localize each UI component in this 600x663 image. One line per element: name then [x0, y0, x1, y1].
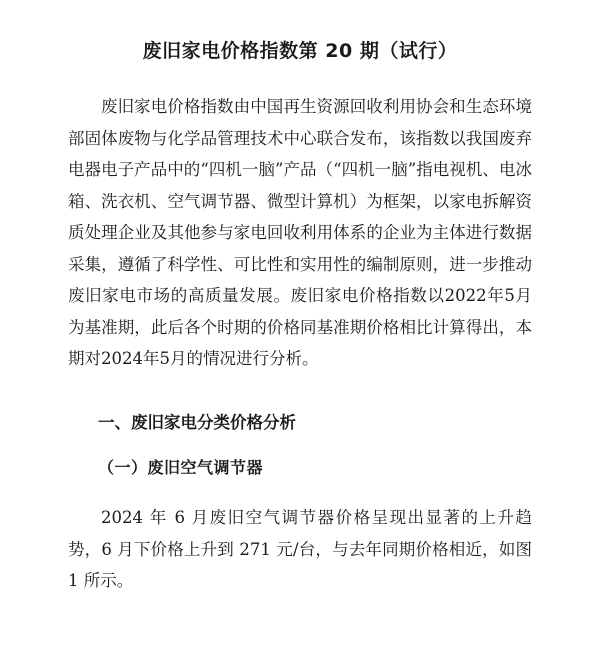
document-title: 废旧家电价格指数第 20 期（试行）	[142, 40, 458, 62]
section-heading: 一、废旧家电分类价格分析	[98, 413, 296, 432]
intro-paragraph: 废旧家电价格指数由中国再生资源回收利用协会和生态环境部固体废物与化学品管理技术中心联合发布，该指数以我国废弃电器电子产品中的“四机一脑”产品（“四机一脑”指电视机、电冰箱、洗衣机、空气调节器、微型计算机）为框架，以家电拆解资质处理企业及其他参与家电回收利用体系的企业为主体进行数据采集，遵循了科学性、可比性和实用性的编制原则，进一步推动废旧家电市场的高质量发展。废旧家电价格指数以2022年5月为基准期，此后各个时期的价格同基准期价格相比计算得出，本期对2024年5月的情况进行分析。	[68, 97, 532, 368]
subsection-heading: （一）废旧空气调节器	[98, 458, 264, 477]
air-conditioner-paragraph: 2024 年 6 月废旧空气调节器价格呈现出显著的上升趋势，6 月下价格上升到 271 元/台，与去年同期价格相近，如图 1 所示。	[68, 508, 532, 590]
